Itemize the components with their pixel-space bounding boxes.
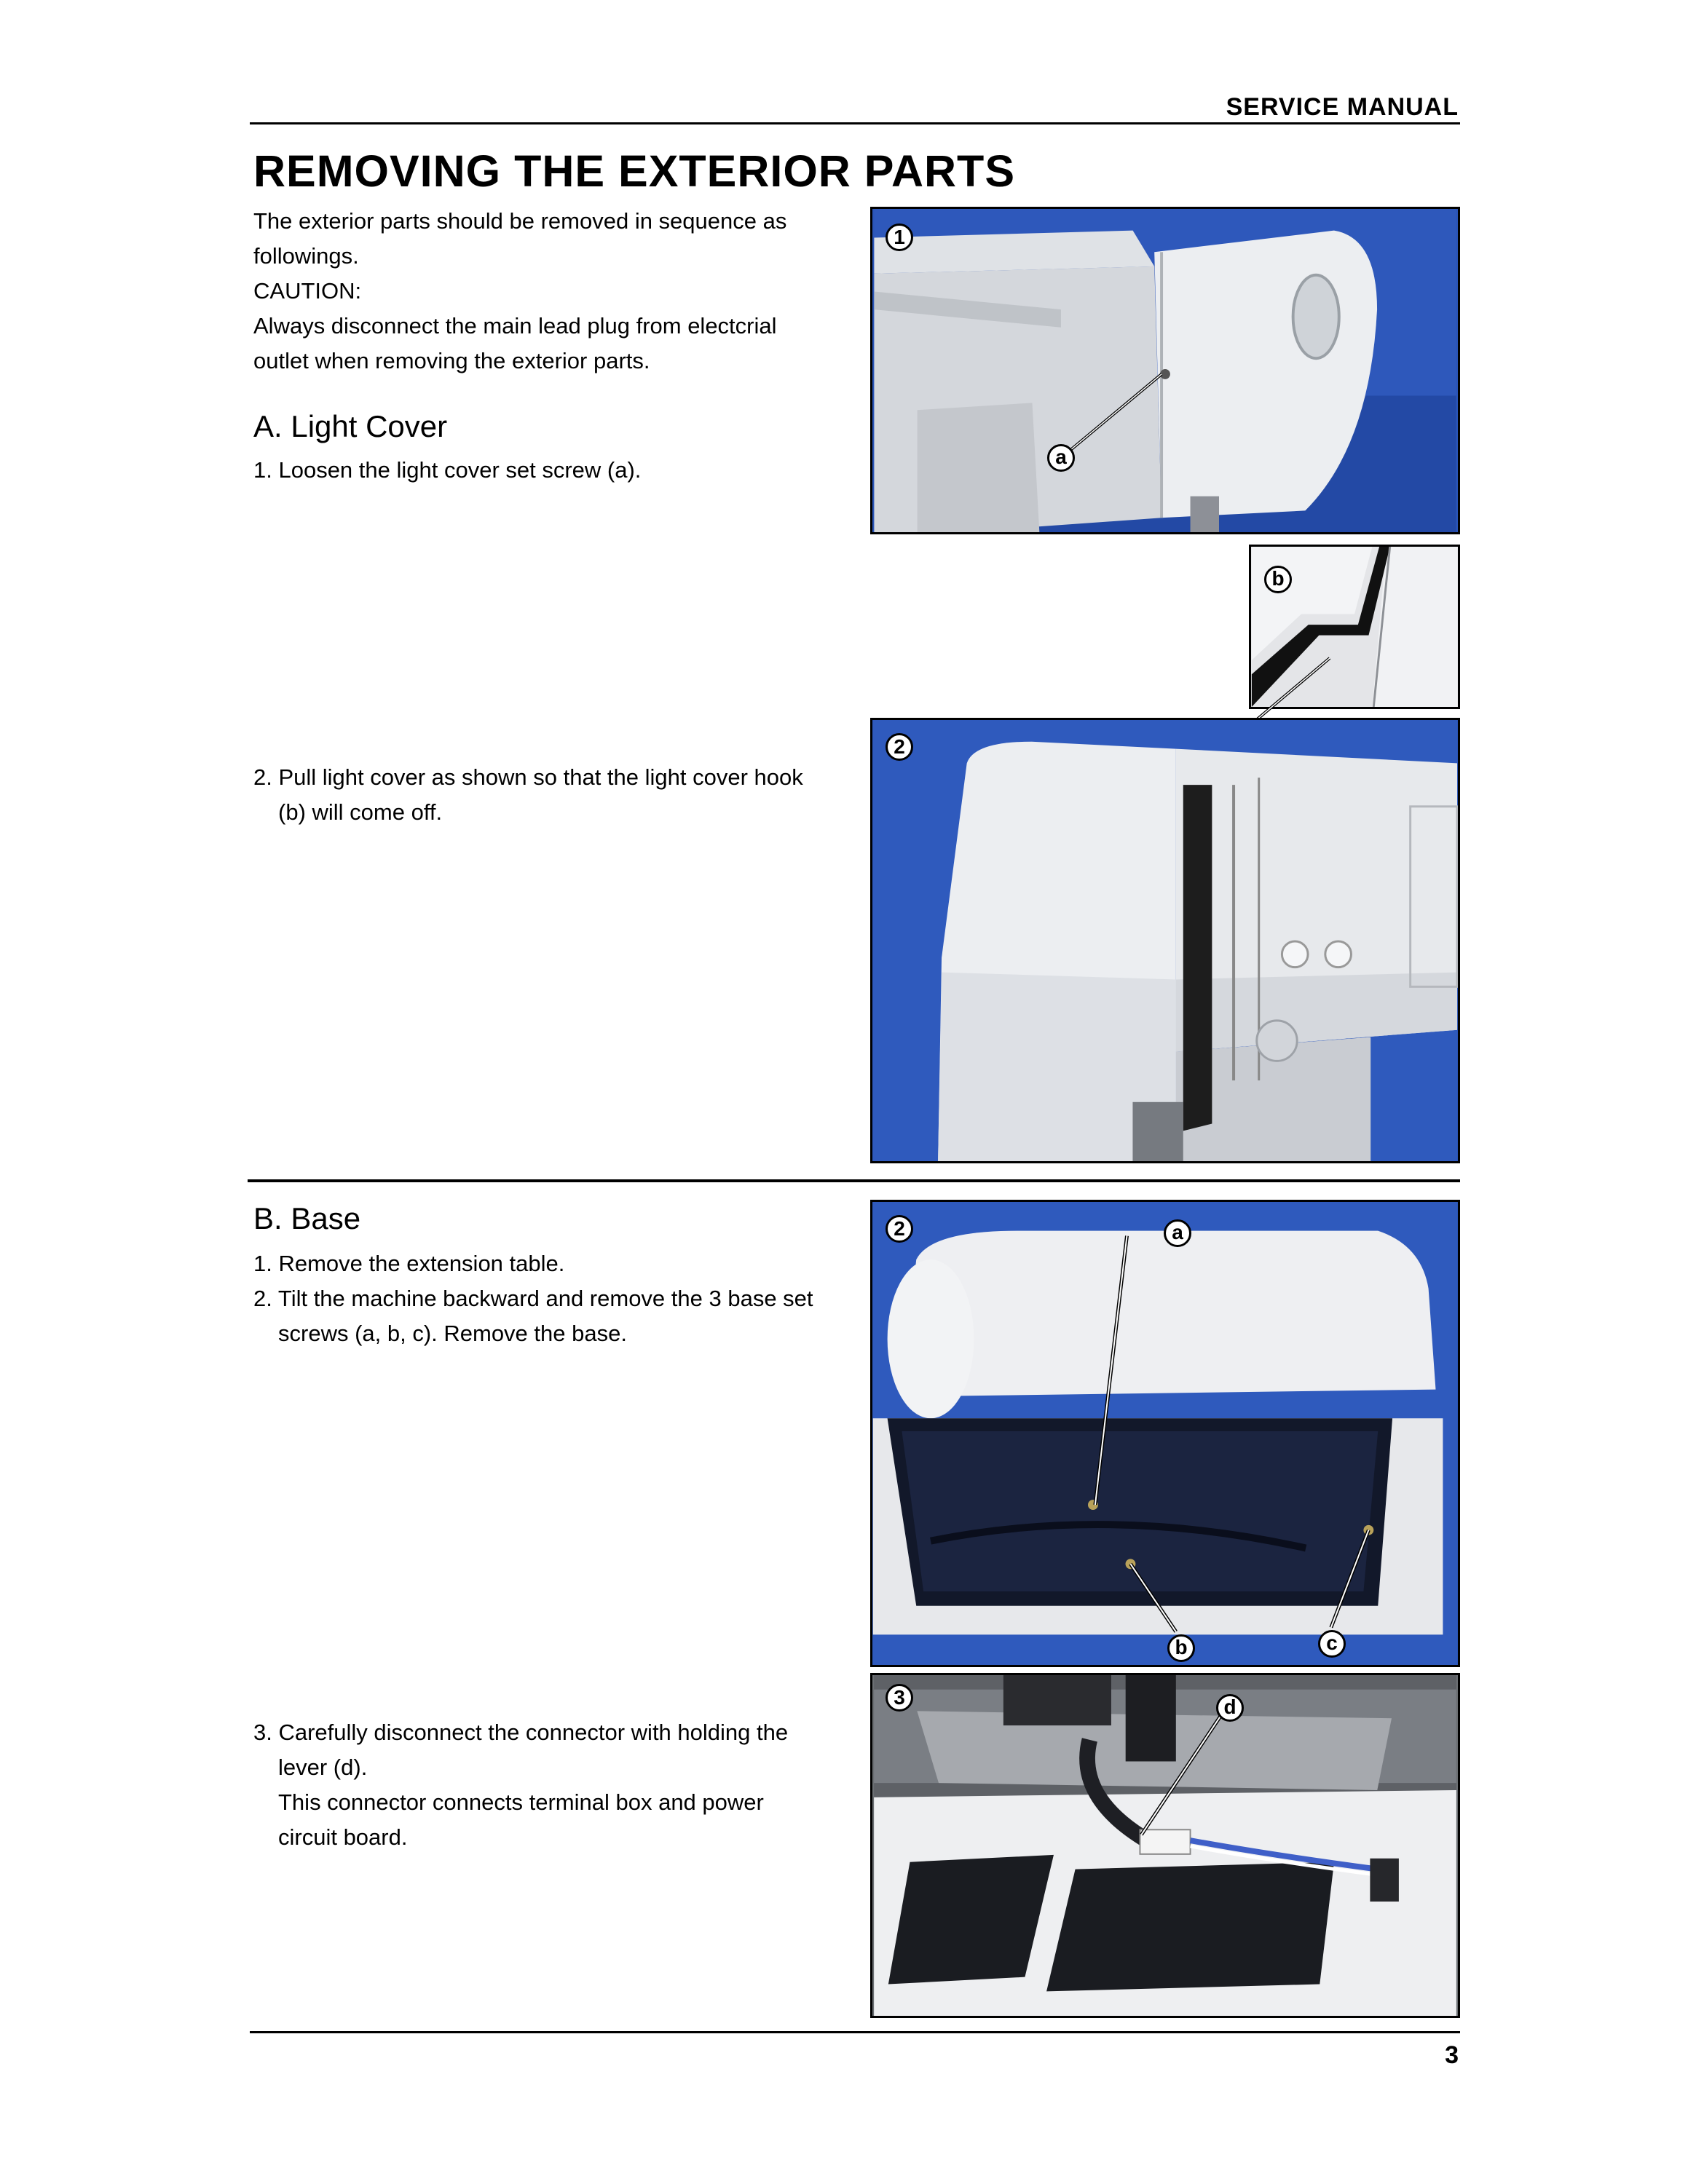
section-b-step-2-line-1: 2. Tilt the machine backward and remove the 3 base set <box>253 1286 813 1311</box>
figure-2-number-badge: 2 <box>886 733 913 761</box>
section-b-title: B. Base <box>253 1201 361 1235</box>
figure-1-callout-line <box>872 209 1458 532</box>
section-b-step-2 <box>253 1281 813 1351</box>
figure-3-photo <box>870 1200 1460 1667</box>
figure-3-callout-c: c <box>1318 1630 1346 1658</box>
figure-1-number-badge: 1 <box>886 223 913 251</box>
figure-3-callout-a: a <box>1164 1219 1191 1247</box>
page-number: 3 <box>1445 2041 1459 2069</box>
figure-2-illustration <box>872 720 1458 1161</box>
section-b-step-3-line-4: circuit board. <box>278 1824 408 1850</box>
figure-4-number-badge: 3 <box>886 1684 913 1712</box>
section-b-step-1: 1. Remove the extension table. <box>253 1251 565 1276</box>
section-b-step-3 <box>253 1715 788 1855</box>
caution-label: CAUTION: <box>253 278 362 304</box>
figure-detail-callout-b: b <box>1264 566 1292 593</box>
section-a-step-2 <box>253 760 803 830</box>
section-a-step-1: 1. Loosen the light cover set screw (a). <box>253 457 642 483</box>
intro-line-2: followings. <box>253 243 359 269</box>
figure-2-photo <box>870 718 1460 1163</box>
figure-3-number-badge: 2 <box>886 1215 913 1243</box>
section-b-step-3-line-2: lever (d). <box>278 1754 368 1780</box>
figure-4-callout-d: d <box>1216 1694 1244 1722</box>
figure-1-callout-a: a <box>1047 444 1075 472</box>
figure-3-illustration <box>872 1202 1458 1665</box>
footer-rule <box>250 2031 1460 2033</box>
section-b-step-2-line-2: screws (a, b, c). Remove the base. <box>278 1321 627 1346</box>
running-header: SERVICE MANUAL <box>1226 93 1459 121</box>
figure-1-photo <box>870 207 1460 534</box>
figure-3-callout-b: b <box>1167 1634 1195 1662</box>
figure-4-illustration <box>872 1675 1458 2016</box>
page-title: REMOVING THE EXTERIOR PARTS <box>253 146 1016 196</box>
figure-4-photo <box>870 1673 1460 2018</box>
section-b-step-3-line-3: This connector connects terminal box and power <box>278 1789 764 1815</box>
header-rule <box>250 122 1460 124</box>
intro-text <box>253 204 786 379</box>
intro-line-1: The exterior parts should be removed in sequence as <box>253 208 787 234</box>
section-a-step-2-line-2: (b) will come off. <box>278 799 443 825</box>
section-a-title: A. Light Cover <box>253 409 448 443</box>
section-b-step-3-line-1: 3. Carefully disconnect the connector with holding the <box>253 1720 789 1745</box>
intro-line-3: Always disconnect the main lead plug from electcrial <box>253 313 777 339</box>
section-a-step-2-line-1: 2. Pull light cover as shown so that the light cover hook <box>253 764 803 790</box>
section-divider <box>248 1179 1460 1182</box>
intro-line-4: outlet when removing the exterior parts. <box>253 348 650 373</box>
